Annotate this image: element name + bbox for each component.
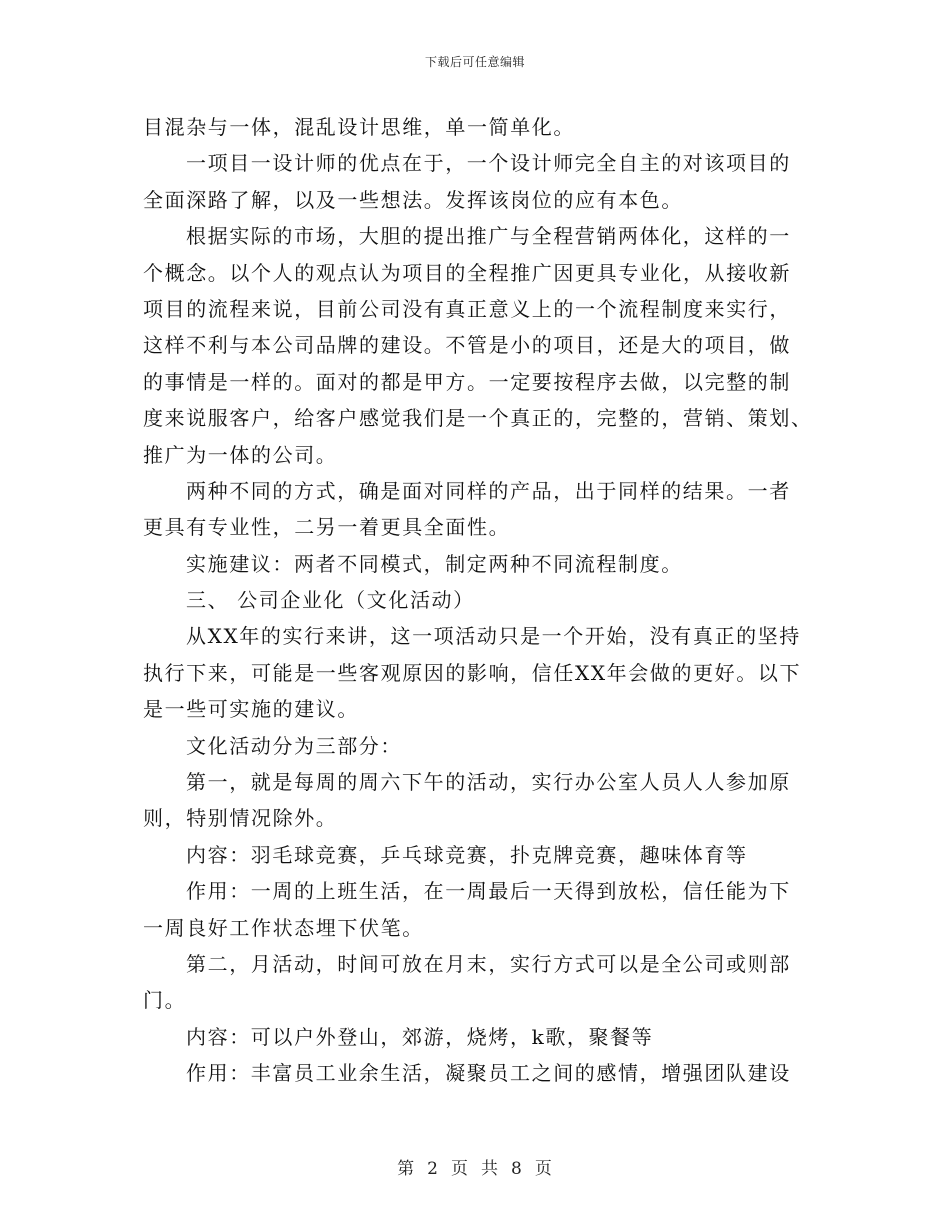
total-pages-number: 8 [511,1159,523,1179]
footer-label-prefix: 第 [397,1159,416,1179]
paragraph-line: 目混杂与一体，混乱设计思维，单一简单化。 [143,115,575,139]
footer-label-total: 共 [481,1159,499,1179]
paragraph-line: 这样不利与本公司品牌的建设。不管是小的项目，还是大的项目，做 [143,333,791,358]
paragraph-line: 的事情是一样的。面对的都是甲方。一定要按程序去做，以完整的制 [143,369,791,394]
paragraph-line: 作用：一周的上班生活，在一周最后一天得到放松，信任能为下 [186,879,791,904]
footer-label-page: 页 [451,1159,469,1179]
page-header: 下载后可任意编辑 [424,55,525,69]
footer-label-suffix: 页 [534,1159,553,1179]
paragraph-line: 全面深路了解，以及一些想法。发挥该岗位的应有本色。 [143,187,683,212]
paragraph-line: 个概念。以个人的观点认为项目的全程推广因更具专业化，从接收新 [143,260,791,285]
paragraph-line: 度来说服客户，给客户感觉我们是一个真正的，完整的，营销、策划、 [143,406,813,431]
paragraph-line: 作用：丰富员工业余生活，凝聚员工之间的感情，增强团队建设 [186,1061,791,1086]
page-footer [0,1154,950,1179]
section-heading: 三、 公司企业化（文化活动） [186,588,475,613]
paragraph-line: 更具有专业性，二另一着更具全面性。 [143,515,511,540]
paragraph-line: 内容：可以户外登山，郊游，烧烤，k歌，聚餐等 [186,1024,654,1049]
paragraph-line: 从XX年的实行来讲，这一项活动只是一个开始，没有真正的坚持 [186,624,801,649]
paragraph-line: 执行下来，可能是一些客观原因的影响，信任XX年会做的更好。以下 [143,660,802,685]
document-body [143,109,813,1092]
paragraph-line: 是一些可实施的建议。 [143,697,359,722]
paragraph-line: 第二，月活动，时间可放在月末，实行方式可以是全公司或则部 [186,951,791,976]
paragraph-line: 内容：羽毛球竞赛，乒乓球竞赛，扑克牌竞赛，趣味体育等 [186,842,748,867]
paragraph-line: 一项目一设计师的优点在于，一个设计师完全自主的对该项目的 [186,151,791,176]
paragraph-line: 第一，就是每周的周六下午的活动，实行办公室人员人人参加原 [186,770,791,795]
paragraph-line: 实施建议：两者不同模式，制定两种不同流程制度。 [186,551,683,576]
paragraph-line: 根据实际的市场，大胆的提出推广与全程营销两体化，这样的一 [186,224,791,249]
paragraph-line: 一周良好工作状态埋下伏笔。 [143,915,424,940]
paragraph-line: 则，特别情况除外。 [143,806,338,831]
paragraph-line: 门。 [143,988,187,1013]
paragraph-line: 项目的流程来说，目前公司没有真正意义上的一个流程制度来实行， [143,296,791,321]
paragraph-line: 推广为一体的公司。 [143,442,338,467]
paragraph-line: 文化活动分为三部分： [186,733,402,758]
current-page-number: 2 [427,1159,439,1179]
paragraph-line: 两种不同的方式，确是面对同样的产品，出于同样的结果。一者 [186,478,791,503]
